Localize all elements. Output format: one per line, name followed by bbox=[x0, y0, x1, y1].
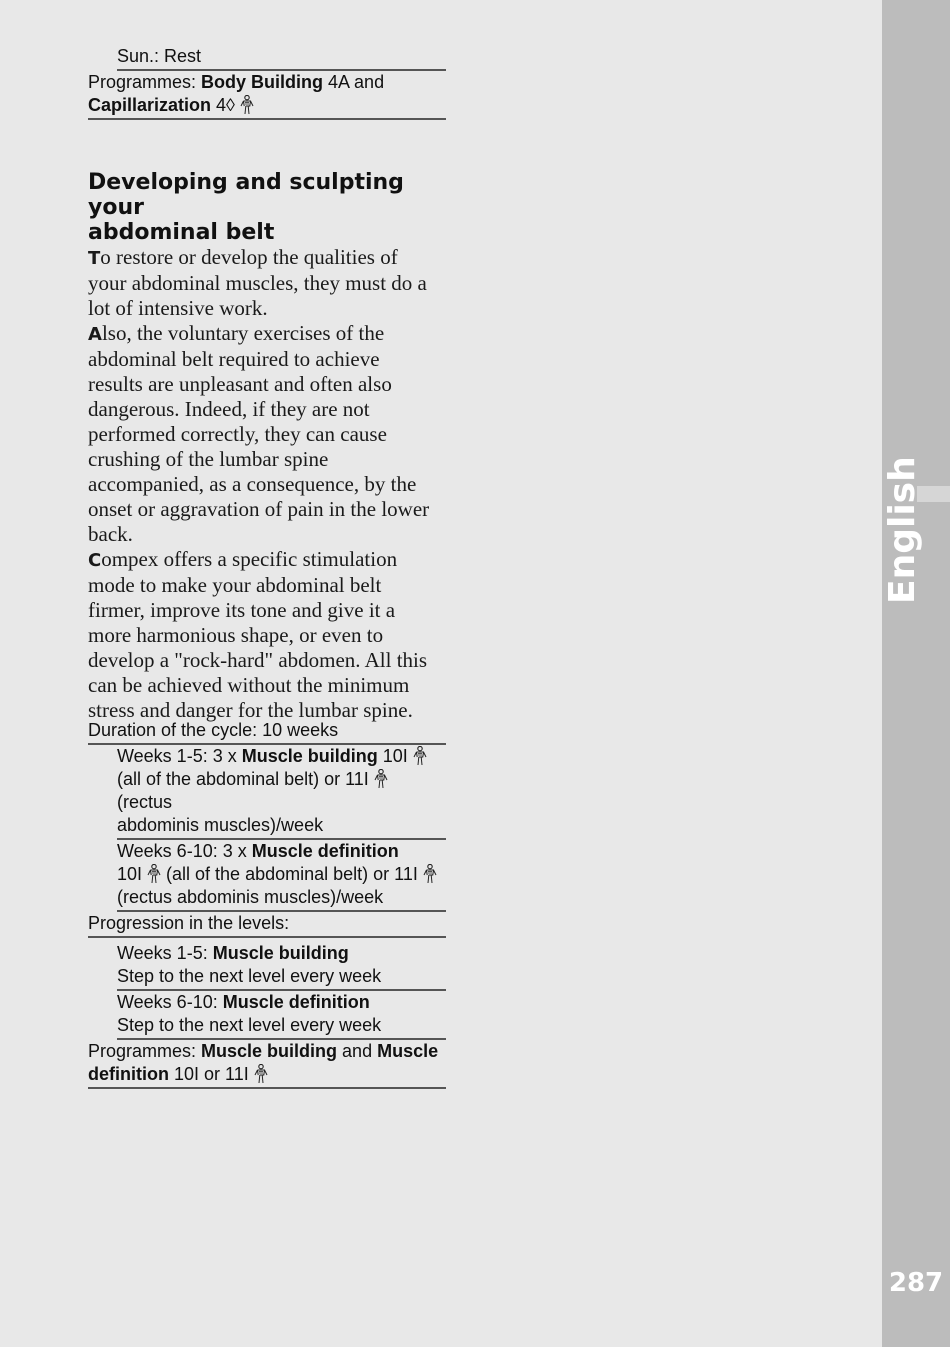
language-label: English bbox=[882, 456, 923, 604]
body-figure-icon bbox=[254, 1064, 268, 1084]
cycle-table bbox=[88, 719, 446, 1089]
top-programmes: Programmes: Body Building 4A and Capillarization 4◊ bbox=[88, 71, 446, 120]
footer-programmes: Programmes: Muscle building and Muscle definition 10I or 11I bbox=[88, 1040, 446, 1089]
side-bar bbox=[882, 0, 950, 1347]
rest-line: Sun.: Rest bbox=[117, 45, 446, 71]
programme-capillarization: Capillarization bbox=[88, 95, 212, 115]
weeks-6-10-row: Weeks 6-10: 3 x Muscle definition 10I (all of the abdominal belt) or 11I (rectus abdominis muscles)/week bbox=[117, 840, 446, 912]
section-heading: Developing and sculpting your abdominal belt bbox=[88, 170, 404, 245]
page-number: 287 bbox=[888, 1268, 944, 1298]
body-figure-icon bbox=[374, 769, 388, 789]
paragraph-3: Compex offers a specific stimulation mode to make your abdominal belt firmer, improve its tone and give it a more harmonious shape, or even to develop a "rock-hard" abdomen. All this can be achieved without the minimum stress and danger for the lumbar spine. bbox=[88, 547, 428, 722]
section bbox=[88, 170, 446, 723]
progression-weeks-1-5: Weeks 1-5: Muscle building Step to the next level every week bbox=[117, 938, 446, 991]
progression-weeks-6-10: Weeks 6-10: Muscle definition Step to the next level every week bbox=[117, 991, 446, 1040]
cycle-duration: Duration of the cycle: 10 weeks bbox=[88, 719, 446, 745]
progression-label: Progression in the levels: bbox=[88, 912, 446, 938]
body-figure-icon bbox=[413, 746, 427, 766]
programme-body-building: Body Building bbox=[201, 72, 324, 92]
body-figure-icon bbox=[240, 95, 254, 115]
paragraph-2: Also, the voluntary exercises of the abdominal belt required to achieve results are unpleasant and often also dangerous. Indeed, if they are not performed correctly, they can cause crushing of the lumbar spine accompanied, as a consequence, by the onset or aggravation of pain in the lower back. bbox=[88, 321, 430, 546]
paragraph-1: To restore or develop the qualities of your abdominal muscles, they must do a lot of intensive work. bbox=[88, 245, 427, 320]
weeks-1-5-row: Weeks 1-5: 3 x Muscle building 10I (all of the abdominal belt) or 11I (rectus abdominis muscles)/week bbox=[117, 745, 446, 840]
body-figure-icon bbox=[147, 864, 161, 884]
top-block bbox=[88, 45, 446, 120]
body-figure-icon bbox=[423, 864, 437, 884]
